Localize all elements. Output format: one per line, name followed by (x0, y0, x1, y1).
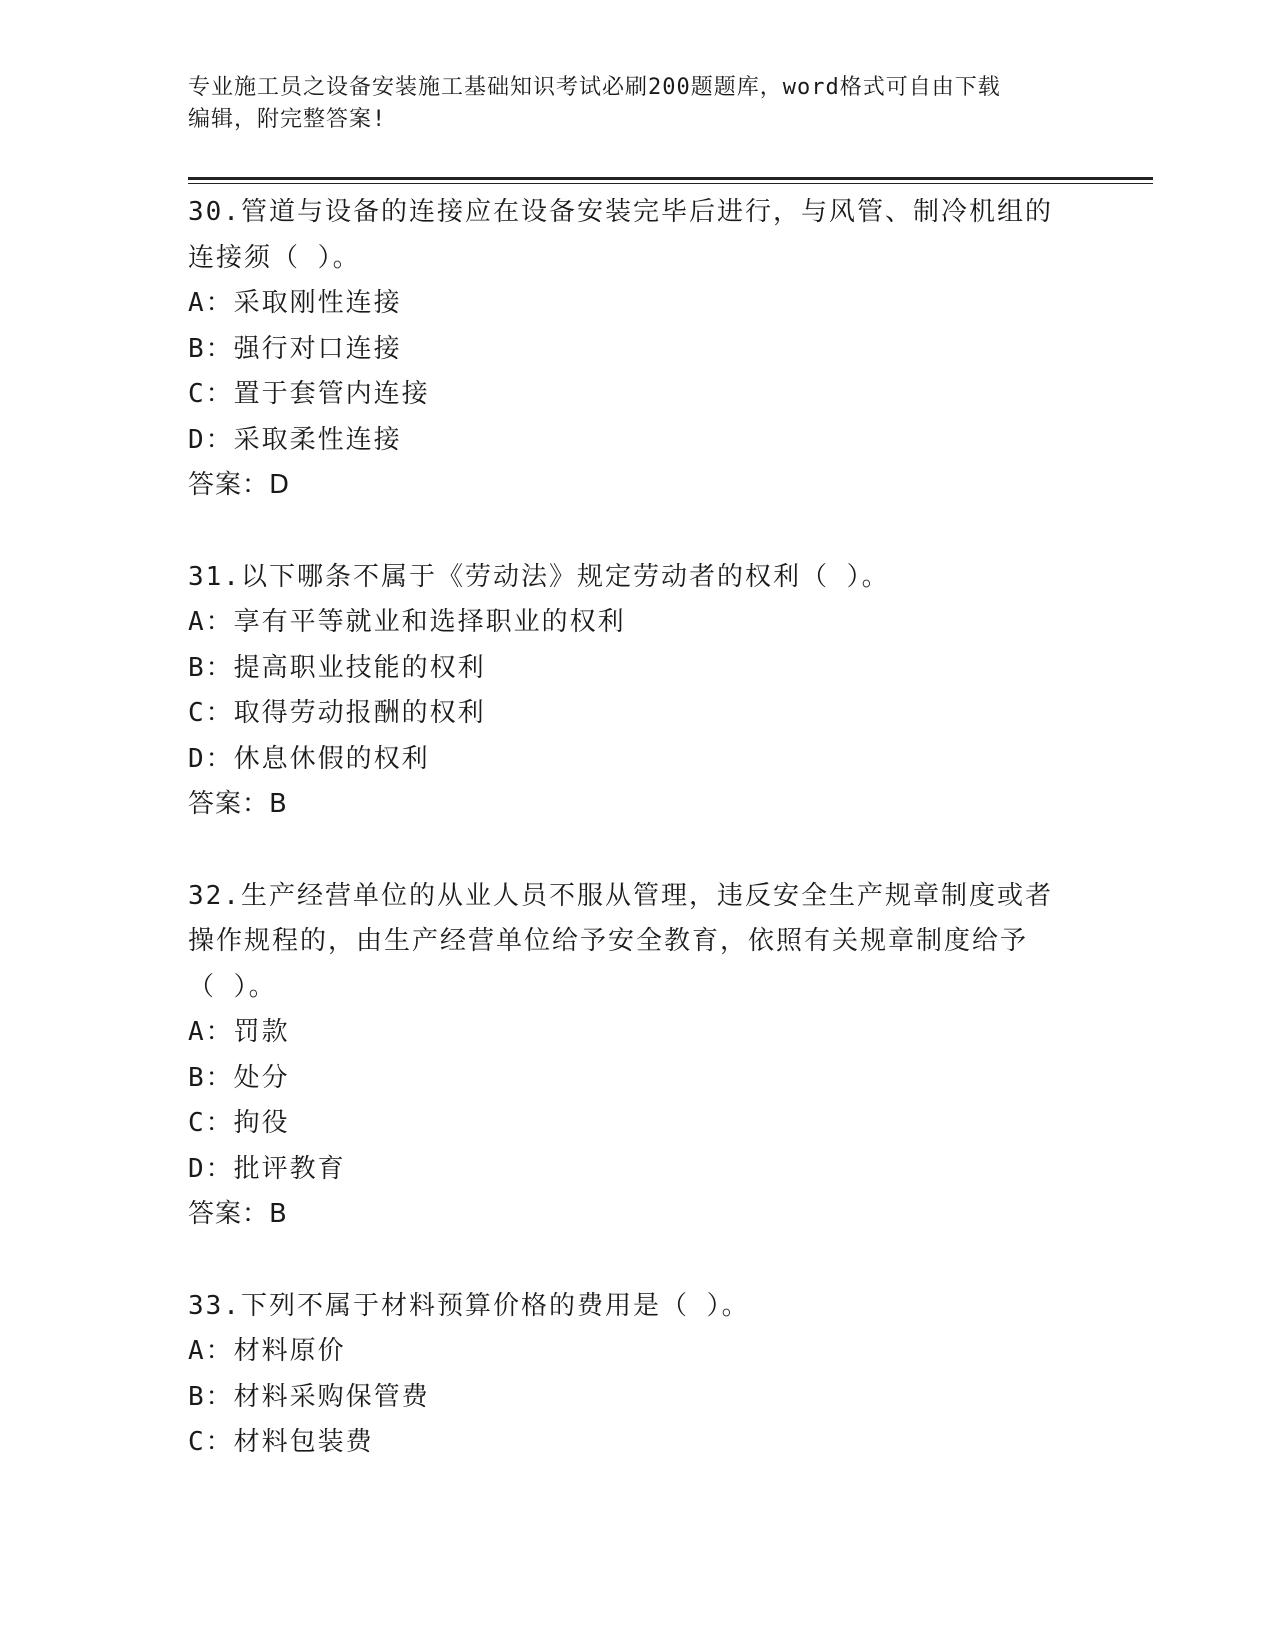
question-33 (188, 1284, 1088, 1466)
option-a: A：采取刚性连接 (188, 288, 402, 318)
document-header (188, 72, 1068, 136)
option-b: B：强行对口连接 (188, 333, 402, 364)
question-text-line: （ ）。 (188, 971, 277, 1002)
option-b: B：材料采购保管费 (188, 1381, 430, 1412)
option-d: D：采取柔性连接 (188, 424, 402, 455)
option-c: C：拘役 (188, 1108, 290, 1138)
question-text-line: 32.生产经营单位的从业人员不服从管理，违反安全生产规章制度或者 (188, 880, 1053, 911)
question-text-line: 30.管道与设备的连接应在设备安装完毕后进行，与风管、制冷机组的 (188, 197, 1053, 227)
option-d: D：休息休假的权利 (188, 743, 430, 774)
answer-line: 答案：B (188, 789, 288, 819)
header-divider-thick (188, 177, 1153, 180)
question-30 (188, 190, 1088, 509)
answer-line: 答案：B (188, 1199, 288, 1229)
header-line-1: 专业施工员之设备安装施工基础知识考试必刷200题题库，word格式可自由下载 (188, 75, 1001, 100)
question-text-line: 连接须（ ）。 (188, 242, 361, 273)
option-c: C：材料包装费 (188, 1427, 374, 1457)
option-a: A：材料原价 (188, 1336, 346, 1366)
question-32 (188, 874, 1088, 1238)
header-line-2: 编辑，附完整答案! (188, 107, 387, 132)
option-a: A：享有平等就业和选择职业的权利 (188, 607, 626, 637)
question-text-line: 31.以下哪条不属于《劳动法》规定劳动者的权利（ ）。 (188, 561, 890, 592)
option-b: B：处分 (188, 1062, 290, 1093)
question-31 (188, 555, 1088, 828)
option-a: A：罚款 (188, 1017, 290, 1047)
answer-line: 答案：D (188, 470, 291, 500)
question-text-line: 33.下列不属于材料预算价格的费用是（ ）。 (188, 1290, 750, 1321)
question-text-line: 操作规程的，由生产经营单位给予安全教育，依照有关规章制度给予 (188, 926, 1029, 956)
option-b: B：提高职业技能的权利 (188, 652, 486, 683)
option-d: D：批评教育 (188, 1153, 346, 1184)
header-divider-thin (188, 183, 1153, 184)
option-c: C：置于套管内连接 (188, 379, 430, 409)
question-list (188, 190, 1088, 1512)
option-c: C：取得劳动报酬的权利 (188, 698, 486, 728)
